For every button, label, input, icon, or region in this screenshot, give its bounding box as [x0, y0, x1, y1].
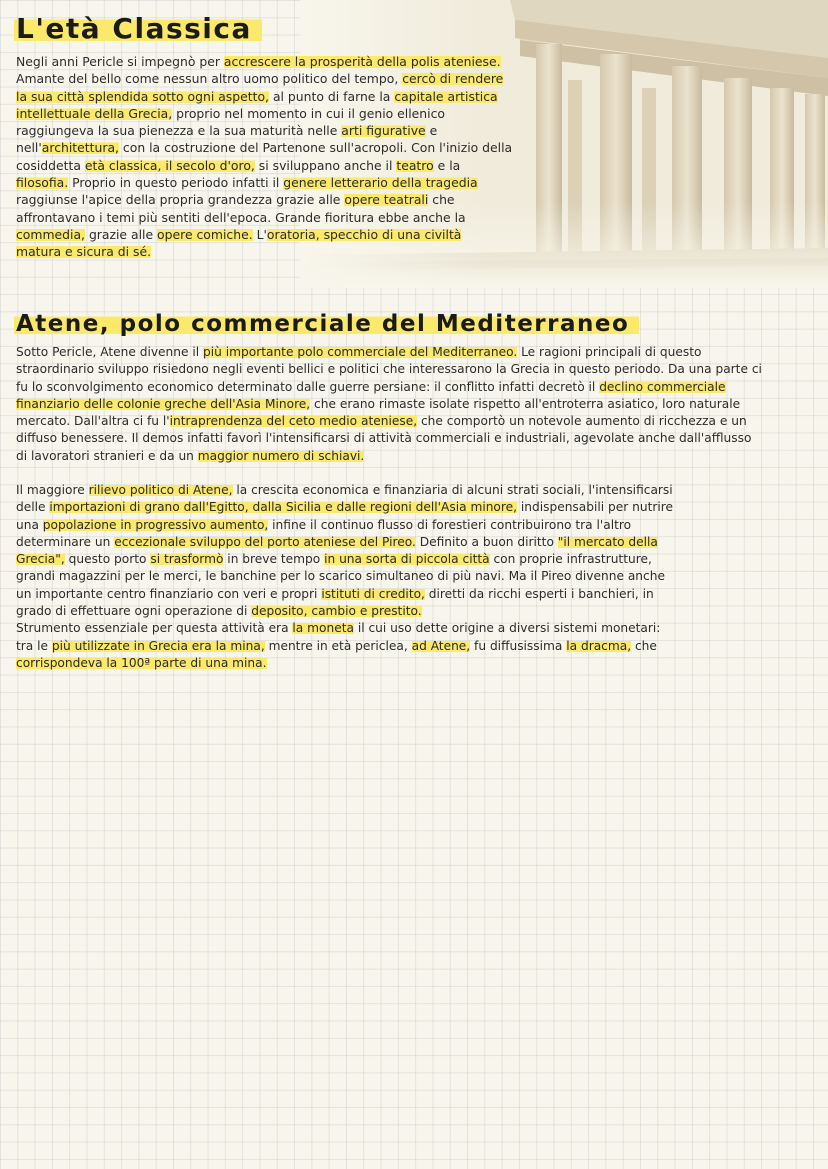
text-line [16, 620, 816, 637]
text-segment: nell' [16, 140, 42, 156]
text-segment: Il maggiore [16, 483, 89, 497]
highlighted-text: "il mercato della [557, 534, 658, 549]
text-segment: in breve tempo [223, 552, 325, 567]
text-line [16, 88, 536, 105]
text-line [16, 174, 536, 191]
highlighted-text: Grecia", [16, 552, 65, 567]
highlighted-text: architettura, [41, 140, 119, 156]
text-line [16, 499, 816, 516]
section-classical-age-text [16, 53, 536, 261]
page-title: L'età Classica [14, 12, 262, 45]
text-segment: fu lo sconvolgimento economico determinato dalle guerre persiane: il conflitto infatti decretò il [16, 379, 600, 394]
text-segment: e la [433, 157, 461, 173]
text-line [16, 344, 816, 361]
text-segment: L' [252, 226, 267, 242]
text-segment: grazie alle [85, 226, 158, 242]
highlighted-text: commedia, [16, 226, 85, 242]
highlighted-text: filosofia. [16, 175, 69, 191]
text-segment: diffuso benessere. Il demos infatti favorì l'intensificarsi di attività commerciali e industriali, agevolate anche dall'afflusso [16, 431, 752, 446]
highlighted-text: la moneta [292, 621, 354, 636]
text-segment: Negli anni Pericle si impegnò per [16, 54, 224, 69]
highlighted-text: rilievo politico di Atene, [88, 483, 233, 497]
highlighted-text: declino commerciale [599, 379, 726, 394]
highlighted-text: intraprendenza del ceto medio ateniese, [169, 414, 418, 429]
text-segment: che comportò un notevole aumento di ricchezza e un [417, 414, 747, 429]
text-segment: raggiunse l'apice della propria grandezza grazie alle [16, 192, 345, 208]
text-line [16, 209, 536, 226]
highlighted-text: opere comiche. [157, 226, 253, 242]
text-segment: diretti da ricchi esperti i banchieri, in [424, 586, 654, 601]
text-segment: indispensabili per nutrire [517, 500, 673, 515]
text-segment: che [428, 192, 455, 208]
text-segment: cosiddetta [16, 157, 85, 173]
section-athens-paragraph-1 [16, 344, 816, 465]
text-segment: si sviluppano anche il [254, 157, 397, 173]
highlighted-text: popolazione in progressivo aumento, [42, 517, 269, 532]
text-line [16, 122, 536, 139]
highlighted-text: più utilizzate in Grecia era la mina, [51, 638, 265, 653]
text-line [16, 243, 536, 260]
text-segment: e [425, 123, 438, 139]
text-segment: con la costruzione del Partenone sull'acropoli. Con l'inizio della [118, 140, 513, 156]
text-line [16, 139, 536, 156]
text-segment: Strumento essenziale per questa attività era [16, 621, 293, 636]
text-line [16, 551, 816, 568]
highlighted-text: si trasformò [150, 552, 224, 567]
text-line [16, 361, 816, 378]
highlighted-text: opere teatrali [344, 192, 429, 208]
text-segment: questo porto [64, 552, 151, 567]
text-line [16, 396, 816, 413]
section-athens-paragraph-2 [16, 482, 816, 672]
text-line [16, 586, 816, 603]
text-line [16, 655, 816, 672]
highlighted-text: ad Atene, [411, 638, 471, 653]
text-segment: Proprio in questo periodo infatti il [68, 175, 284, 191]
highlighted-text: genere letterario della tragedia [283, 175, 478, 191]
highlighted-text: accrescere la prosperità della polis ateniese. [223, 54, 501, 69]
text-line [16, 413, 816, 430]
text-segment: mercato. Dall'altra ci fu l' [16, 414, 170, 429]
text-segment: delle [16, 500, 50, 515]
text-segment: tra le [16, 638, 52, 653]
highlighted-text: istituti di credito, [321, 586, 425, 601]
text-segment: la crescita economica e finanziaria di alcuni strati sociali, l'intensificarsi [232, 483, 673, 497]
text-line [16, 191, 536, 208]
highlighted-text: più importante polo commerciale del Mediterraneo. [203, 345, 518, 359]
highlighted-text: maggior numero di schiavi. [197, 448, 365, 463]
text-line [16, 603, 816, 620]
text-segment: di lavoratori stranieri e da un [16, 448, 198, 463]
text-segment: Definito a buon diritto [415, 534, 558, 549]
text-segment: Le ragioni principali di questo [517, 345, 702, 359]
highlighted-text: cercò di rendere [402, 71, 504, 87]
text-line [16, 157, 536, 174]
text-segment: grado di effettuare ogni operazione di [16, 604, 252, 619]
highlighted-text: finanziario delle colonie greche dell'Asia Minore, [16, 396, 311, 411]
text-segment: un importante centro finanziario con veri e propri [16, 586, 322, 601]
highlighted-text: età classica, il secolo d'oro, [84, 157, 255, 173]
text-line [16, 53, 536, 70]
text-line [16, 226, 536, 243]
highlighted-text: in una sorta di piccola città [324, 552, 490, 567]
text-segment: proprio nel momento in cui il genio ellenico [172, 105, 445, 121]
highlighted-text: arti figurative [341, 123, 426, 139]
text-segment: il cui uso dette origine a diversi sistemi monetari: [353, 621, 661, 636]
text-segment: mentre in età periclea, [264, 638, 412, 653]
highlighted-text: deposito, cambio e prestito. [251, 604, 422, 619]
highlighted-text: oratoria, specchio di una civiltà [266, 226, 462, 242]
text-line [16, 568, 816, 585]
highlighted-text: teatro [396, 157, 434, 173]
text-segment: raggiungeva la sua pienezza e la sua maturità nelle [16, 123, 342, 139]
text-segment: Amante del bello come nessun altro uomo politico del tempo, [16, 71, 403, 87]
highlighted-text: corrispondeva la 100ª parte di una mina. [16, 655, 267, 670]
text-segment: affrontavano i temi più sentiti dell'epoca. Grande fioritura ebbe anche la [16, 209, 466, 225]
section-title-athens: Atene, polo commerciale del Mediterraneo [14, 311, 639, 337]
highlighted-text: intellettuale della Grecia, [16, 105, 173, 121]
text-line [16, 638, 816, 655]
text-segment: determinare un [16, 534, 115, 549]
text-segment: una [16, 517, 43, 532]
text-line [16, 70, 536, 87]
highlighted-text: la sua città splendida sotto ogni aspetto, [16, 88, 269, 104]
text-segment: Sotto Pericle, Atene divenne il [16, 345, 204, 359]
text-segment: grandi magazzini per le merci, le banchine per lo scarico simultaneo di più navi. Ma il Pireo divenne anche [16, 569, 665, 584]
highlighted-text: la dracma, [566, 638, 632, 653]
text-segment: straordinario sviluppo risiedono negli eventi bellici e politici che interessarono la Grecia in questo periodo. Da una parte ci [16, 362, 762, 377]
text-line [16, 534, 816, 551]
text-line [16, 517, 816, 534]
highlighted-text: matura e sicura di sé. [16, 244, 152, 260]
text-segment: fu diffusissima [470, 638, 567, 653]
text-segment: che erano rimaste isolate rispetto all'entroterra asiatico, loro naturale [310, 396, 741, 411]
text-segment: con proprie infrastrutture, [489, 552, 652, 567]
text-line [16, 430, 816, 447]
text-segment: che [631, 638, 657, 653]
text-line [16, 448, 816, 465]
text-segment: al punto di farne la [269, 88, 395, 104]
text-line [16, 105, 536, 122]
highlighted-text: eccezionale sviluppo del porto ateniese del Pireo. [114, 534, 416, 549]
highlighted-text: importazioni di grano dall'Egitto, dalla Sicilia e dalle regioni dell'Asia minore, [49, 500, 517, 515]
text-line [16, 379, 816, 396]
highlighted-text: capitale artistica [394, 88, 498, 104]
text-line [16, 482, 816, 499]
text-segment: infine il continuo flusso di forestieri contribuirono tra l'altro [268, 517, 632, 532]
